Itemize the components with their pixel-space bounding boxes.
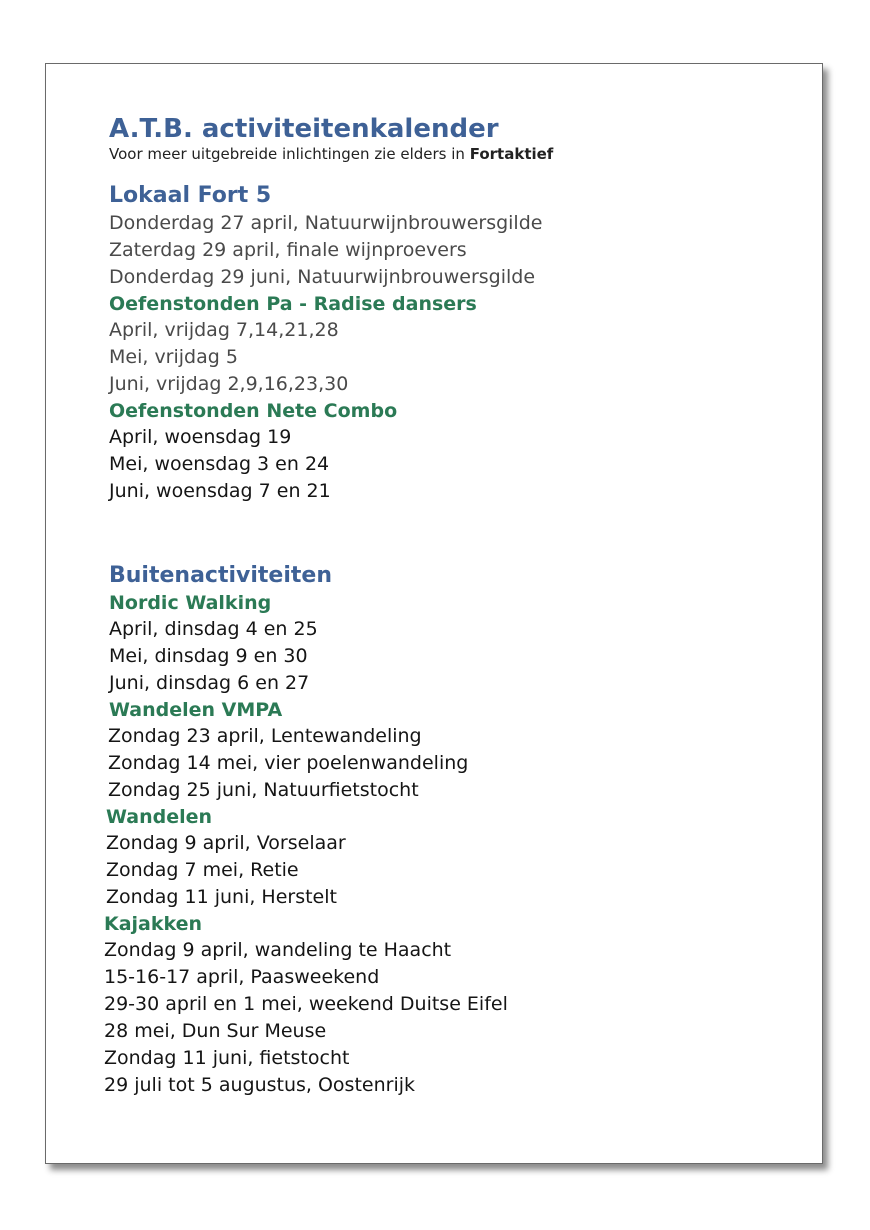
- list-item: Juni, dinsdag 6 en 27: [109, 672, 310, 694]
- list-item: Zondag 14 mei, vier poelenwandeling: [108, 752, 469, 774]
- list-item: Zondag 9 april, Vorselaar: [106, 832, 346, 854]
- list-item: 29 juli tot 5 augustus, Oostenrijk: [104, 1074, 416, 1096]
- page-title: A.T.B. activiteitenkalender: [109, 114, 499, 144]
- list-item: Zondag 11 juni, fietstocht: [104, 1047, 350, 1069]
- list-item: Zondag 9 april, wandeling te Haacht: [104, 939, 452, 961]
- page-subtitle: [109, 144, 802, 164]
- document-page: [45, 63, 823, 1164]
- list-item: Zondag 7 mei, Retie: [106, 859, 299, 881]
- list-item: April, vrijdag 7,14,21,28: [109, 319, 339, 341]
- list-item: Zondag 25 juni, Natuurfietstocht: [108, 779, 419, 801]
- list-item: Mei, dinsdag 9 en 30: [109, 645, 308, 667]
- subtitle-bold: Fortaktief: [469, 145, 554, 163]
- group-kajakken: Kajakken: [104, 913, 203, 935]
- section-spacer: [109, 505, 802, 562]
- list-item: April, woensdag 19: [109, 426, 292, 448]
- group-radise-dansers: Oefenstonden Pa - Radise dansers: [109, 293, 477, 315]
- group-wandelen-vmpa: Wandelen VMPA: [109, 699, 283, 721]
- list-item: Zondag 11 juni, Herstelt: [106, 886, 337, 908]
- list-item: Juni, vrijdag 2,9,16,23,30: [109, 373, 349, 395]
- list-item: Zaterdag 29 april, finale wijnproevers: [109, 239, 467, 261]
- group-nete-combo: Oefenstonden Nete Combo: [109, 400, 398, 422]
- list-item: 15-16-17 april, Paasweekend: [104, 966, 380, 988]
- list-item: 29-30 april en 1 mei, weekend Duitse Eifel: [104, 993, 508, 1015]
- group-nordic-walking: Nordic Walking: [109, 592, 272, 614]
- list-item: Mei, woensdag 3 en 24: [109, 453, 330, 475]
- list-item: April, dinsdag 4 en 25: [109, 618, 318, 640]
- section-lokaal-fort-5: Lokaal Fort 5: [109, 183, 272, 208]
- list-item: Juni, woensdag 7 en 21: [109, 480, 331, 502]
- list-item: Donderdag 27 april, Natuurwijnbrouwersgilde: [109, 212, 543, 234]
- list-item: Mei, vrijdag 5: [109, 346, 238, 368]
- list-item: 28 mei, Dun Sur Meuse: [104, 1020, 327, 1042]
- subtitle-text: Voor meer uitgebreide inlichtingen zie elders in: [109, 145, 470, 163]
- section-buitenactiviteiten: Buitenactiviteiten: [109, 563, 332, 588]
- list-item: Zondag 23 april, Lentewandeling: [108, 725, 422, 747]
- calendar-content: [104, 114, 802, 1099]
- group-wandelen: Wandelen: [106, 806, 213, 828]
- list-item: Donderdag 29 juni, Natuurwijnbrouwersgilde: [109, 266, 536, 288]
